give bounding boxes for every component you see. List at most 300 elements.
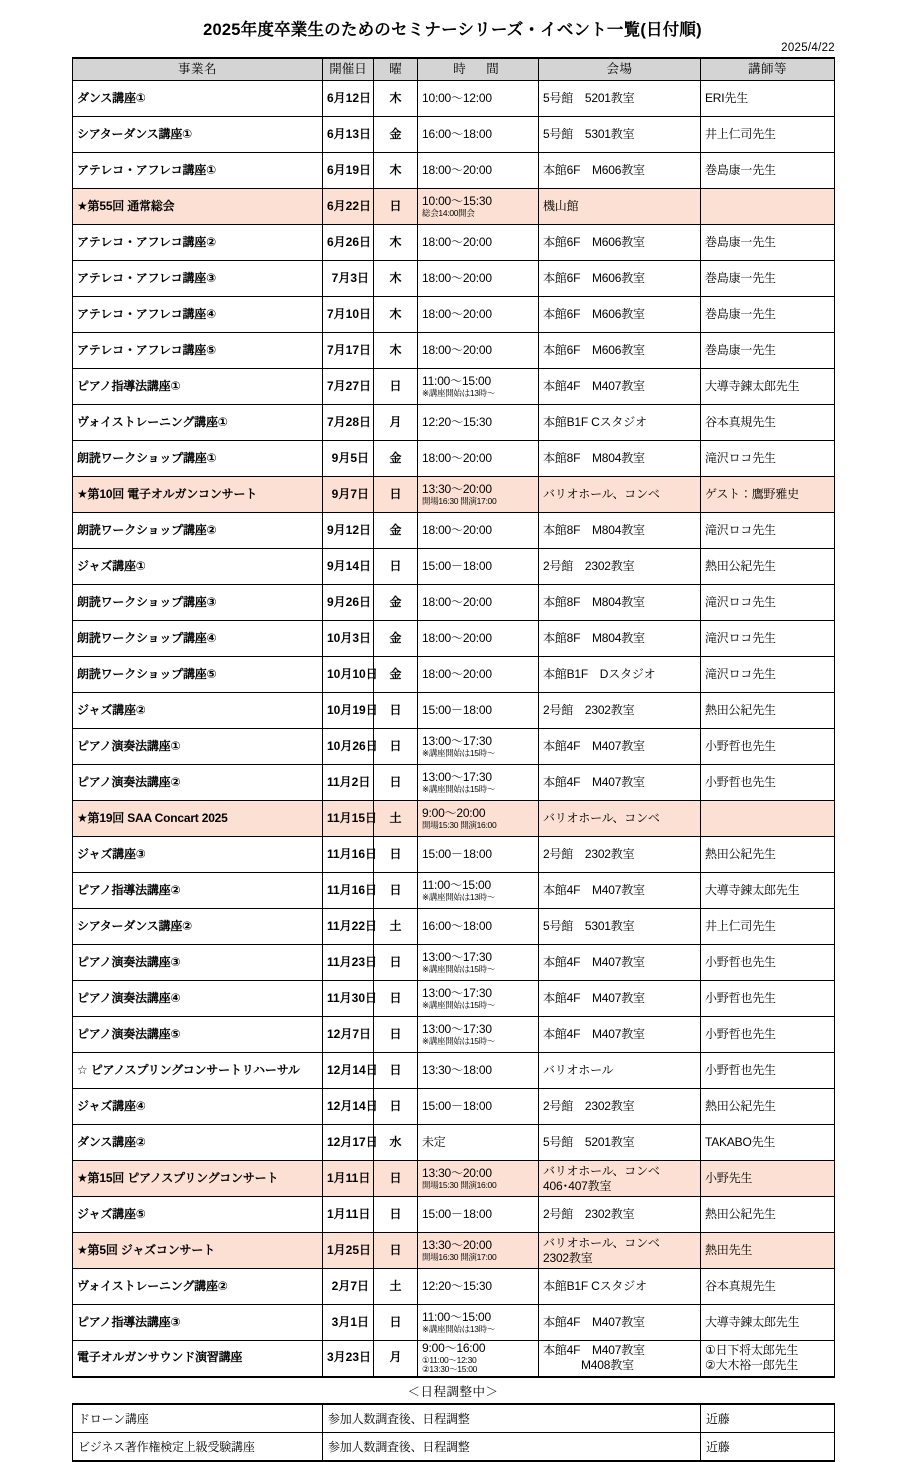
event-time-main: 13:00～17:30 [422, 985, 492, 1000]
event-venue-line: 本館B1F Cスタジオ [543, 1279, 647, 1293]
event-venue-line: バリオホール、コンベ [543, 1235, 660, 1250]
table-row [73, 549, 835, 585]
cell-event-time [418, 945, 539, 981]
cell-event-instructor [701, 441, 835, 477]
cell-event-venue [539, 189, 701, 225]
event-time-main: 9:00～20:00 [422, 805, 486, 820]
pending-instructor: 近藤 [701, 1404, 835, 1433]
event-time-main: 16:00～18:00 [422, 126, 492, 141]
cell-event-venue [539, 1125, 701, 1161]
table-row [73, 621, 835, 657]
cell-event-weekday: 日 [374, 1017, 418, 1053]
event-instructor-line: 滝沢ロコ先生 [705, 631, 776, 645]
table-row [73, 1341, 835, 1377]
schedule-table-body [73, 81, 835, 1377]
table-row [73, 801, 835, 837]
cell-event-name: ★第55回 通常総会 [73, 189, 323, 225]
cell-event-date: 10月26日 [323, 729, 374, 765]
cell-event-time [418, 1089, 539, 1125]
event-venue-line: 本館6F M606教室 [543, 343, 645, 357]
cell-event-date: 12月17日 [323, 1125, 374, 1161]
cell-event-date: 11月22日 [323, 909, 374, 945]
cell-event-instructor [701, 1017, 835, 1053]
cell-event-name: ★第15回 ピアノスプリングコンサート [73, 1161, 323, 1197]
cell-event-instructor [701, 621, 835, 657]
cell-event-instructor [701, 405, 835, 441]
pending-course-name: ドローン講座 [73, 1404, 323, 1433]
cell-event-instructor [701, 1053, 835, 1089]
cell-event-name: ピアノ演奏法講座④ [73, 981, 323, 1017]
cell-event-weekday: 金 [374, 441, 418, 477]
table-header-row [73, 58, 835, 81]
event-instructor-line: 小野哲也先生 [705, 955, 776, 969]
event-time-main: 13:30～20:00 [422, 481, 492, 496]
cell-event-time [418, 693, 539, 729]
event-time-main: 15:00－18:00 [422, 702, 492, 717]
cell-event-venue [539, 549, 701, 585]
event-instructor-line: 小野先生 [705, 1171, 753, 1185]
event-venue-line: 本館8F M804教室 [543, 451, 645, 465]
event-time-note: ②13:30～15:00 [422, 1364, 478, 1375]
event-venue-line: バリオホール、コンベ [543, 811, 660, 825]
event-instructor-line: 巻島康一先生 [705, 343, 776, 357]
event-instructor-line: 熱田公紀先生 [705, 1207, 776, 1221]
event-venue-line: 機山館 [543, 199, 579, 213]
table-row [73, 297, 835, 333]
cell-event-weekday: 土 [374, 1269, 418, 1305]
cell-event-time [418, 729, 539, 765]
cell-event-time [418, 81, 539, 117]
cell-event-name: 朗読ワークショップ講座② [73, 513, 323, 549]
table-row [73, 1197, 835, 1233]
table-row [73, 153, 835, 189]
event-venue-line: 2号館 2302教室 [543, 703, 635, 717]
pending-table-body [73, 1404, 835, 1461]
table-row [73, 765, 835, 801]
cell-event-venue [539, 909, 701, 945]
cell-event-time [418, 621, 539, 657]
cell-event-date: 3月23日 [323, 1341, 374, 1377]
cell-event-date: 11月16日 [323, 873, 374, 909]
cell-event-venue [539, 873, 701, 909]
cell-event-name: アテレコ・アフレコ講座③ [73, 261, 323, 297]
event-time-note: 開場15:30 開演16:00 [422, 819, 497, 830]
cell-event-instructor [701, 837, 835, 873]
table-row [73, 873, 835, 909]
table-row [73, 81, 835, 117]
event-venue-line: バリオホール、コンベ [543, 487, 660, 501]
cell-event-date: 9月26日 [323, 585, 374, 621]
table-row [73, 405, 835, 441]
column-header-day: 曜 [374, 58, 418, 81]
cell-event-venue [539, 729, 701, 765]
table-row [73, 1233, 835, 1269]
cell-event-weekday: 日 [374, 837, 418, 873]
cell-event-weekday: 土 [374, 909, 418, 945]
table-row [73, 657, 835, 693]
event-instructor-line: ERI先生 [705, 91, 749, 105]
table-row [73, 369, 835, 405]
cell-event-name: ジャズ講座⑤ [73, 1197, 323, 1233]
cell-event-date: 9月5日 [323, 441, 374, 477]
cell-event-time [418, 1233, 539, 1269]
cell-event-instructor [701, 1305, 835, 1341]
event-venue-line: 5号館 5301教室 [543, 919, 635, 933]
cell-event-date: 1月11日 [323, 1161, 374, 1197]
event-time-main: 12:20～15:30 [422, 414, 492, 429]
cell-event-date: 10月10日 [323, 657, 374, 693]
cell-event-time [418, 1161, 539, 1197]
event-time-main: 未定 [422, 1134, 446, 1149]
table-row [73, 477, 835, 513]
event-time-note: 開場16:30 開演17:00 [422, 495, 497, 506]
pending-table-row [73, 1404, 835, 1433]
event-venue-line: 2号館 2302教室 [543, 1207, 635, 1221]
table-row [73, 1089, 835, 1125]
event-instructor-line: 井上仁司先生 [705, 919, 776, 933]
event-instructor-line: 大導寺錬太郎先生 [705, 1315, 800, 1329]
event-time-note: ※講座開始は15時～ [422, 963, 496, 974]
event-venue-line: 2302教室 [543, 1250, 593, 1265]
cell-event-weekday: 木 [374, 297, 418, 333]
event-venue-line: 本館6F M606教室 [543, 307, 645, 321]
cell-event-time [418, 801, 539, 837]
cell-event-date: 7月28日 [323, 405, 374, 441]
cell-event-weekday: 日 [374, 873, 418, 909]
cell-event-instructor [701, 477, 835, 513]
table-row [73, 1269, 835, 1305]
pending-section-label: ＜日程調整中＞ [407, 1384, 499, 1399]
pending-table-row [73, 1432, 835, 1461]
cell-event-venue [539, 477, 701, 513]
event-time-main: 18:00～20:00 [422, 306, 492, 321]
event-time-main: 15:00－18:00 [422, 1206, 492, 1221]
table-row [73, 981, 835, 1017]
cell-event-weekday: 日 [374, 1161, 418, 1197]
event-time-note: 総会14:00開会 [422, 207, 475, 218]
cell-event-time [418, 261, 539, 297]
cell-event-time [418, 1053, 539, 1089]
event-venue-line: 本館6F M606教室 [543, 271, 645, 285]
event-time-main: 13:00～17:30 [422, 733, 492, 748]
cell-event-instructor [701, 189, 835, 225]
schedule-table [72, 57, 835, 1378]
cell-event-name: ジャズ講座② [73, 693, 323, 729]
cell-event-time [418, 477, 539, 513]
cell-event-venue [539, 693, 701, 729]
cell-event-venue [539, 261, 701, 297]
cell-event-date: 10月3日 [323, 621, 374, 657]
cell-event-instructor [701, 729, 835, 765]
cell-event-name: ★第10回 電子オルガンコンサート [73, 477, 323, 513]
cell-event-date: 11月15日 [323, 801, 374, 837]
cell-event-weekday: 日 [374, 1053, 418, 1089]
cell-event-venue [539, 1089, 701, 1125]
cell-event-instructor [701, 693, 835, 729]
cell-event-name: アテレコ・アフレコ講座⑤ [73, 333, 323, 369]
table-row [73, 1053, 835, 1089]
cell-event-date: 6月19日 [323, 153, 374, 189]
cell-event-time [418, 657, 539, 693]
event-time-note: ※講座開始は15時～ [422, 1035, 496, 1046]
event-venue-line: 本館8F M804教室 [543, 595, 645, 609]
cell-event-date: 6月22日 [323, 189, 374, 225]
event-time-main: 10:00～12:00 [422, 90, 492, 105]
cell-event-weekday: 木 [374, 153, 418, 189]
event-venue-line: 本館4F M407教室 [543, 1027, 645, 1041]
column-header-instructor: 講師等 [701, 58, 835, 81]
cell-event-date: 9月12日 [323, 513, 374, 549]
cell-event-instructor [701, 909, 835, 945]
event-time-main: 18:00～20:00 [422, 666, 492, 681]
event-venue-line: 本館4F M407教室 [543, 991, 645, 1005]
cell-event-name: ジャズ講座① [73, 549, 323, 585]
cell-event-weekday: 日 [374, 765, 418, 801]
cell-event-instructor [701, 333, 835, 369]
event-time-main: 18:00～20:00 [422, 234, 492, 249]
cell-event-time [418, 1269, 539, 1305]
cell-event-venue [539, 153, 701, 189]
cell-event-time [418, 333, 539, 369]
cell-event-date: 7月10日 [323, 297, 374, 333]
cell-event-instructor [701, 153, 835, 189]
cell-event-instructor [701, 1161, 835, 1197]
table-row [73, 1125, 835, 1161]
event-time-main: 9:00～16:00 [422, 1340, 486, 1355]
cell-event-instructor [701, 1197, 835, 1233]
event-time-note: ※講座開始は15時～ [422, 747, 496, 758]
event-time-main: 15:00－18:00 [422, 846, 492, 861]
event-instructor-line: TAKABO先生 [705, 1135, 776, 1149]
cell-event-venue [539, 441, 701, 477]
column-header-venue: 会場 [539, 58, 701, 81]
event-instructor-line: 小野哲也先生 [705, 1027, 776, 1041]
cell-event-name: アテレコ・アフレコ講座④ [73, 297, 323, 333]
event-venue-line: 本館4F M407教室 [543, 883, 645, 897]
cell-event-name: ダンス講座① [73, 81, 323, 117]
cell-event-name: ジャズ講座④ [73, 1089, 323, 1125]
event-instructor-line: 谷本真規先生 [705, 1279, 776, 1293]
event-instructor-line: 巻島康一先生 [705, 307, 776, 321]
cell-event-venue [539, 81, 701, 117]
cell-event-instructor [701, 261, 835, 297]
cell-event-time [418, 873, 539, 909]
event-time-main: 12:20～15:30 [422, 1278, 492, 1293]
cell-event-name: ピアノ演奏法講座③ [73, 945, 323, 981]
cell-event-date: 3月1日 [323, 1305, 374, 1341]
table-row [73, 261, 835, 297]
cell-event-instructor [701, 513, 835, 549]
event-time-main: 13:30～18:00 [422, 1062, 492, 1077]
cell-event-name: 朗読ワークショップ講座④ [73, 621, 323, 657]
cell-event-date: 12月14日 [323, 1089, 374, 1125]
table-row [73, 585, 835, 621]
event-instructor-line: 井上仁司先生 [705, 127, 776, 141]
cell-event-date: 7月27日 [323, 369, 374, 405]
cell-event-date: 12月14日 [323, 1053, 374, 1089]
cell-event-date: 6月12日 [323, 81, 374, 117]
event-time-note: ※講座開始は13時～ [422, 1323, 496, 1334]
event-venue-line: 本館4F M407教室 [543, 775, 645, 789]
cell-event-instructor [701, 1269, 835, 1305]
table-row [73, 441, 835, 477]
cell-event-venue [539, 297, 701, 333]
event-time-note: ※講座開始は15時～ [422, 999, 496, 1010]
event-venue-line: 本館4F M407教室 [543, 739, 645, 753]
table-row [73, 513, 835, 549]
cell-event-time [418, 225, 539, 261]
table-row [73, 693, 835, 729]
cell-event-date: 9月14日 [323, 549, 374, 585]
event-time-main: 13:00～17:30 [422, 769, 492, 784]
cell-event-time [418, 297, 539, 333]
event-instructor-line: ②大木裕一郎先生 [705, 1358, 799, 1373]
cell-event-weekday: 日 [374, 1089, 418, 1125]
event-instructor-line: 滝沢ロコ先生 [705, 595, 776, 609]
table-row [73, 945, 835, 981]
cell-event-weekday: 月 [374, 405, 418, 441]
cell-event-date: 7月17日 [323, 333, 374, 369]
event-time-main: 11:00～15:00 [422, 877, 491, 892]
table-row [73, 117, 835, 153]
table-row [73, 189, 835, 225]
event-time-main: 15:00－18:00 [422, 558, 492, 573]
event-time-main: 13:00～17:30 [422, 949, 492, 964]
cell-event-weekday: 日 [374, 693, 418, 729]
cell-event-weekday: 日 [374, 729, 418, 765]
cell-event-weekday: 金 [374, 585, 418, 621]
event-venue-line: 本館4F M407教室 [543, 955, 645, 969]
cell-event-venue [539, 657, 701, 693]
event-time-main: 18:00～20:00 [422, 270, 492, 285]
cell-event-name: ★第19回 SAA Concart 2025 [73, 801, 323, 837]
cell-event-name: ヴォイストレーニング講座① [73, 405, 323, 441]
pending-course-name: ビジネス著作権検定上級受験講座 [73, 1432, 323, 1461]
cell-event-time [418, 1017, 539, 1053]
event-time-note: ※講座開始は13時～ [422, 891, 496, 902]
event-venue-line: 本館B1F Dスタジオ [543, 667, 656, 681]
cell-event-time [418, 981, 539, 1017]
cell-event-name: 朗読ワークショップ講座① [73, 441, 323, 477]
cell-event-weekday: 木 [374, 261, 418, 297]
cell-event-name: アテレコ・アフレコ講座① [73, 153, 323, 189]
pending-table [72, 1403, 835, 1462]
cell-event-weekday: 日 [374, 945, 418, 981]
event-instructor-line: 大導寺錬太郎先生 [705, 379, 800, 393]
cell-event-instructor [701, 297, 835, 333]
cell-event-venue [539, 765, 701, 801]
cell-event-name: ピアノ演奏法講座① [73, 729, 323, 765]
cell-event-date: 11月16日 [323, 837, 374, 873]
cell-event-venue [539, 981, 701, 1017]
event-instructor-line: 小野哲也先生 [705, 991, 776, 1005]
cell-event-instructor [701, 1125, 835, 1161]
cell-event-time [418, 153, 539, 189]
cell-event-date: 10月19日 [323, 693, 374, 729]
event-time-note: 開場15:30 開演16:00 [422, 1179, 497, 1190]
event-instructor-line: 小野哲也先生 [705, 1063, 776, 1077]
event-instructor-line: 巻島康一先生 [705, 271, 776, 285]
cell-event-date: 11月2日 [323, 765, 374, 801]
cell-event-weekday: 月 [374, 1341, 418, 1377]
cell-event-venue [539, 621, 701, 657]
event-venue-line: 本館6F M606教室 [543, 163, 645, 177]
cell-event-instructor [701, 765, 835, 801]
cell-event-venue [539, 1017, 701, 1053]
pending-schedule-note: 参加人数調査後、日程調整 [323, 1432, 701, 1461]
cell-event-time [418, 369, 539, 405]
event-venue-line: 本館8F M804教室 [543, 523, 645, 537]
cell-event-weekday: 日 [374, 189, 418, 225]
cell-event-venue [539, 837, 701, 873]
event-time-main: 15:00－18:00 [422, 1098, 492, 1113]
cell-event-venue [539, 801, 701, 837]
event-venue-line: 本館6F M606教室 [543, 235, 645, 249]
cell-event-name: ピアノ演奏法講座② [73, 765, 323, 801]
column-header-date: 開催日 [323, 58, 374, 81]
cell-event-instructor [701, 117, 835, 153]
event-instructor-line: 大導寺錬太郎先生 [705, 883, 800, 897]
cell-event-weekday: 木 [374, 333, 418, 369]
event-time-note: ①11:00～12:30 [422, 1354, 477, 1365]
cell-event-venue [539, 117, 701, 153]
cell-event-name: ピアノ演奏法講座⑤ [73, 1017, 323, 1053]
cell-event-time [418, 405, 539, 441]
cell-event-time [418, 1125, 539, 1161]
cell-event-name: ジャズ講座③ [73, 837, 323, 873]
cell-event-instructor [701, 585, 835, 621]
cell-event-time [418, 189, 539, 225]
event-venue-line: 2号館 2302教室 [543, 847, 635, 861]
table-row [73, 225, 835, 261]
cell-event-venue [539, 333, 701, 369]
cell-event-weekday: 日 [374, 1197, 418, 1233]
event-venue-line: 本館4F M407教室 [543, 1315, 645, 1329]
event-instructor-line: 滝沢ロコ先生 [705, 667, 776, 681]
cell-event-instructor [701, 1089, 835, 1125]
event-instructor-line: 熱田公紀先生 [705, 847, 776, 861]
event-venue-line: 本館4F M407教室 [543, 379, 645, 393]
cell-event-instructor [701, 981, 835, 1017]
cell-event-instructor [701, 657, 835, 693]
event-time-main: 11:00～15:00 [422, 1309, 491, 1324]
cell-event-venue [539, 585, 701, 621]
cell-event-venue [539, 1269, 701, 1305]
event-venue-line: 本館4F M407教室 [543, 1343, 645, 1358]
pending-instructor: 近藤 [701, 1432, 835, 1461]
cell-event-time [418, 117, 539, 153]
cell-event-name: ピアノ指導法講座② [73, 873, 323, 909]
column-header-name: 事業名 [73, 58, 323, 81]
cell-event-venue [539, 1305, 701, 1341]
cell-event-weekday: 日 [374, 1305, 418, 1341]
cell-event-instructor [701, 1341, 835, 1377]
cell-event-venue [539, 945, 701, 981]
cell-event-weekday: 水 [374, 1125, 418, 1161]
table-row [73, 837, 835, 873]
cell-event-time [418, 441, 539, 477]
event-time-main: 11:00～15:00 [422, 373, 491, 388]
cell-event-date: 11月30日 [323, 981, 374, 1017]
cell-event-venue [539, 1341, 701, 1377]
cell-event-time [418, 909, 539, 945]
cell-event-weekday: 日 [374, 369, 418, 405]
cell-event-name: シアターダンス講座① [73, 117, 323, 153]
cell-event-weekday: 金 [374, 117, 418, 153]
event-instructor-line: ①日下将太郎先生 [705, 1343, 799, 1358]
cell-event-name: ピアノ指導法講座③ [73, 1305, 323, 1341]
event-instructor-line: 巻島康一先生 [705, 235, 776, 249]
